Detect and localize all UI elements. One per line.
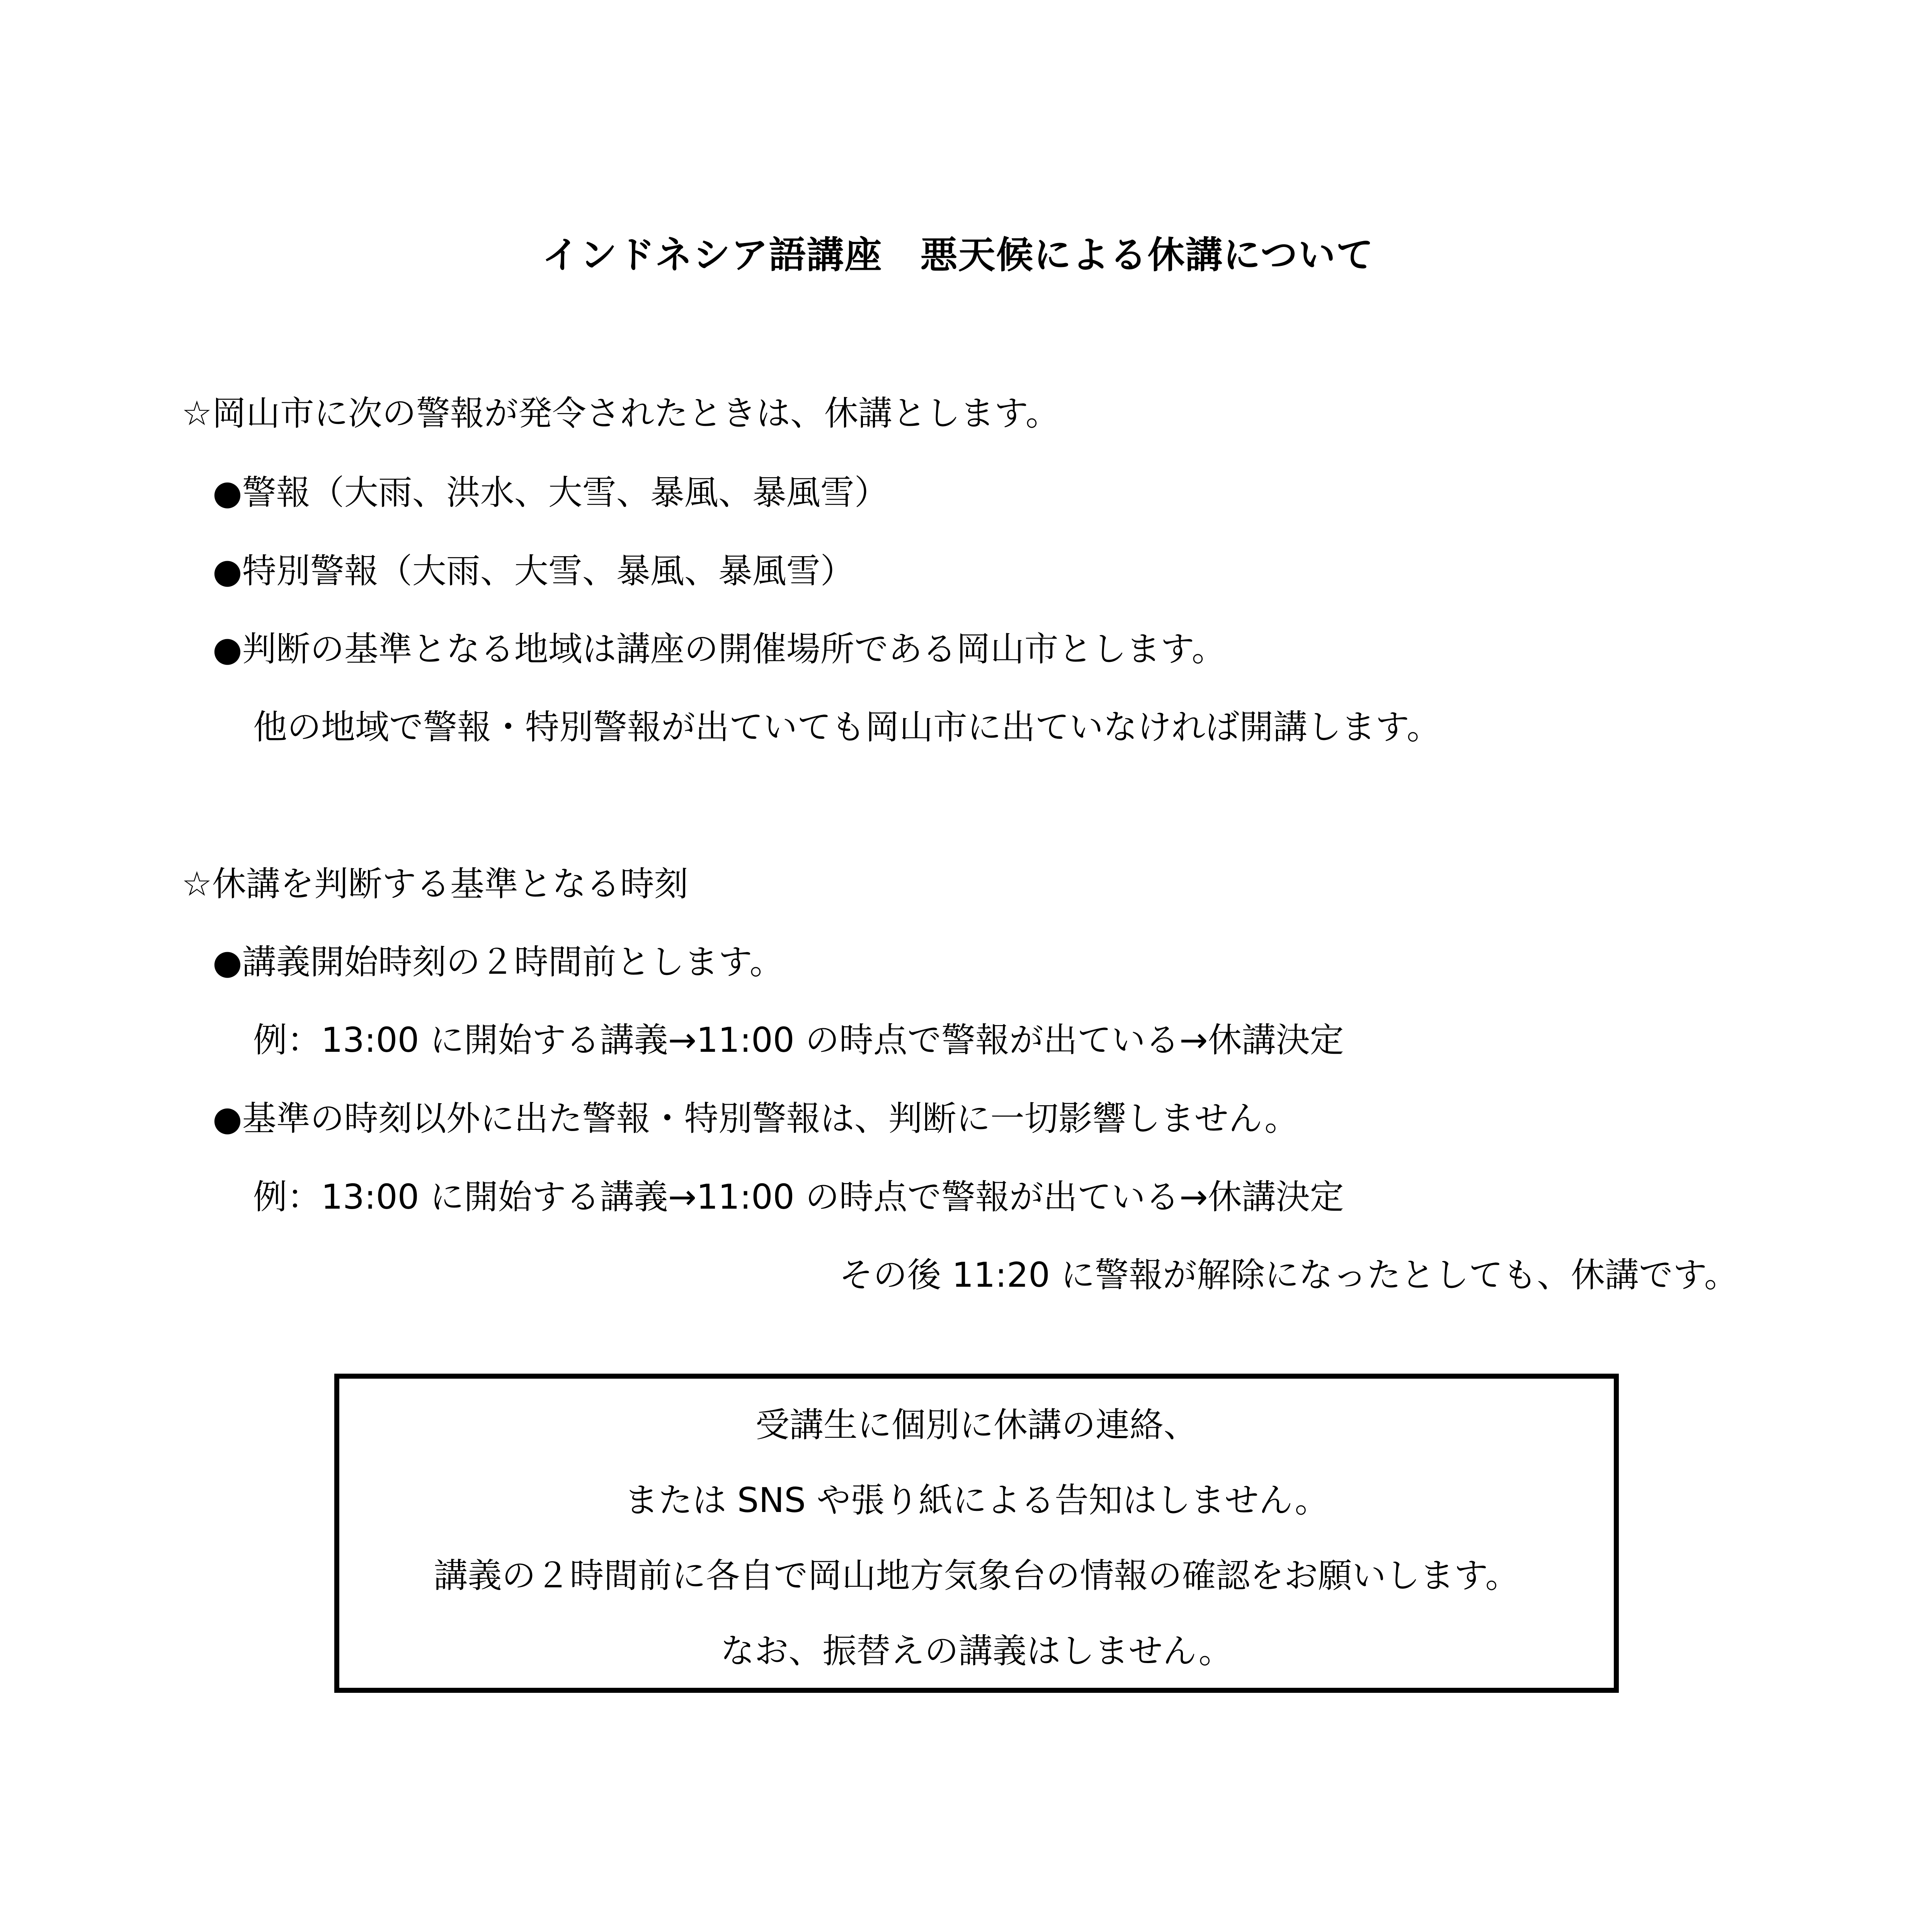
- example-text-2: 例：13:00 に開始する講義→11:00 の時点で警報が出ている→休講決定: [253, 1177, 1344, 1217]
- notice-line-4: なお、振替えの講義はしません。: [720, 1631, 1233, 1671]
- list-item-special-warning-types: ●特別警報（大雨、大雪、暴風、暴風雪）: [213, 551, 854, 591]
- section-heading-reference-time: ☆休講を判断する基準となる時刻: [182, 864, 688, 904]
- notice-line-2: または SNS や張り紙による告知はしません。: [624, 1480, 1329, 1520]
- page-title: インドネシア語講座 悪天候による休講について: [542, 233, 1374, 277]
- notice-line-3: 講義の２時間前に各自で岡山地方気象台の情報の確認をお願いします。: [434, 1556, 1520, 1595]
- notice-box: [334, 1374, 1619, 1693]
- list-item-two-hours-before: ●講義開始時刻の２時間前とします。: [213, 942, 784, 982]
- list-item-warning-types: ●警報（大雨、洪水、大雪、暴風、暴風雪）: [213, 473, 888, 512]
- notice-line-1: 受講生に個別に休講の連絡、: [755, 1405, 1198, 1445]
- example-text-1: 例：13:00 に開始する講義→11:00 の時点で警報が出ている→休講決定: [253, 1020, 1344, 1060]
- list-item-reference-area: ●判断の基準となる地域は講座の開催場所である岡山市とします。: [213, 629, 1226, 669]
- example-text-2-continued: その後 11:20 に警報が解除になったとしても、休講です。: [839, 1255, 1738, 1295]
- section-heading-warnings: ☆岡山市に次の警報が発令されたときは、休講とします。: [182, 393, 1060, 433]
- list-item-reference-area-detail: 他の地域で警報・特別警報が出ていても岡山市に出ていなければ開講します。: [253, 707, 1441, 747]
- list-item-other-times: ●基準の時刻以外に出た警報・特別警報は、判断に一切影響しません。: [213, 1099, 1299, 1138]
